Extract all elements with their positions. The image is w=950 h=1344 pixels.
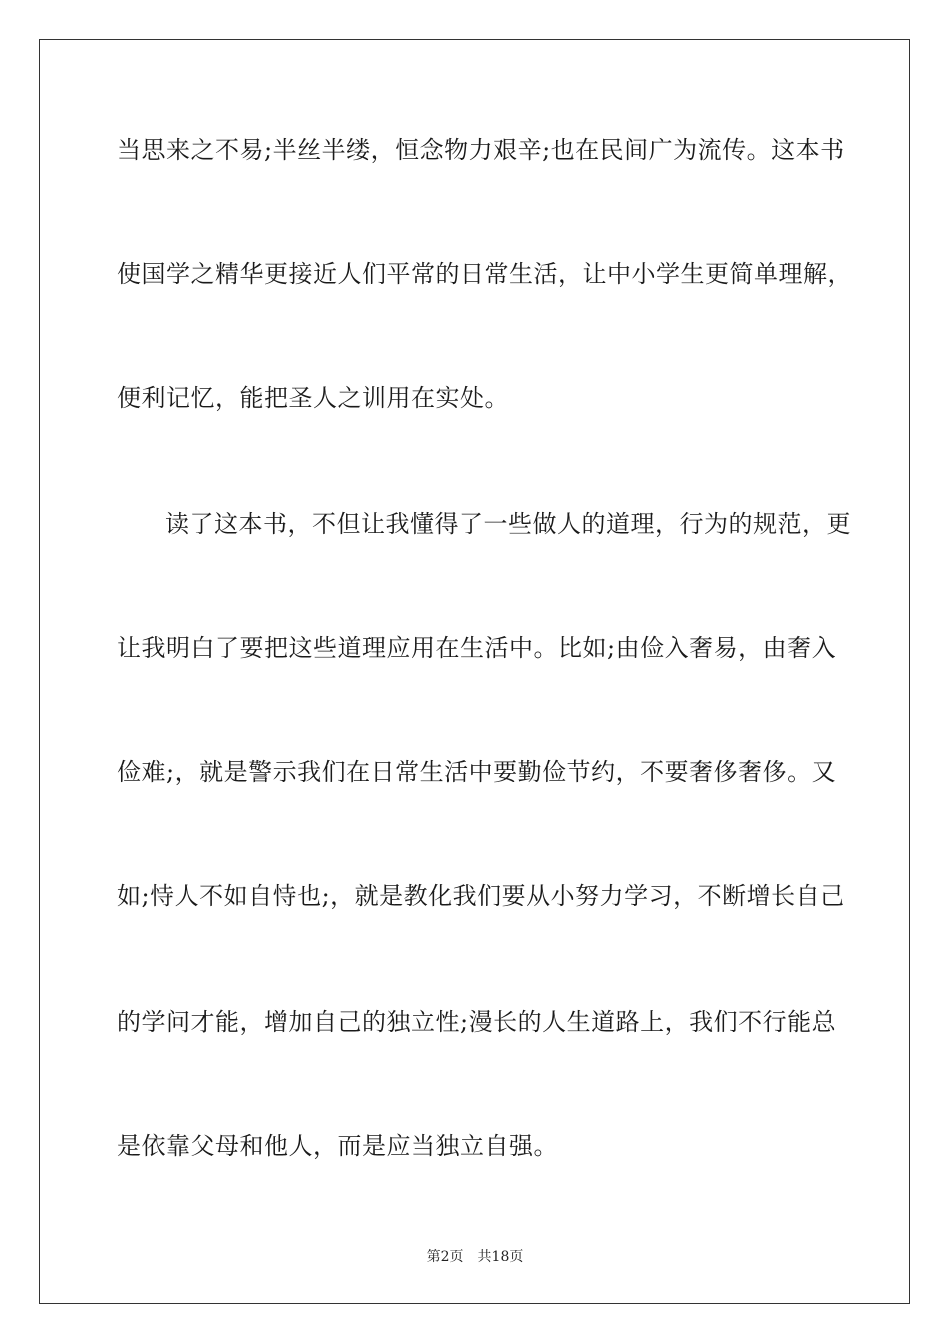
paragraph-line: 当思来之不易;半丝半缕，恒念物力艰辛;也在民间广为流传。这本书 (117, 136, 845, 164)
paragraph-line: 让我明白了要把这些道理应用在生活中。比如;由俭入奢易，由奢入 (117, 634, 837, 662)
paragraph-line: 如;恃人不如自恃也;，就是教化我们要从小努力学习，不断增长自己 (117, 882, 845, 910)
paragraph-line: 是依靠父母和他人，而是应当独立自强。 (117, 1132, 558, 1160)
paragraph-line: 俭难;，就是警示我们在日常生活中要勤俭节约，不要奢侈奢侈。又 (117, 758, 837, 786)
page-border (39, 39, 910, 1304)
paragraph-line: 使国学之精华更接近人们平常的日常生活，让中小学生更简单理解， (117, 260, 852, 288)
paragraph-line: 的学问才能，增加自己的独立性;漫长的人生道路上，我们不行能总 (117, 1008, 837, 1036)
page-number: 第2页 (426, 1249, 464, 1265)
page-footer (0, 1248, 950, 1266)
paragraph-line: 便利记忆，能把圣人之训用在实处。 (117, 384, 509, 412)
paragraph-first-line: 读了这本书，不但让我懂得了一些做人的道理，行为的规范，更 (165, 510, 851, 538)
page-total: 共18页 (477, 1249, 524, 1265)
